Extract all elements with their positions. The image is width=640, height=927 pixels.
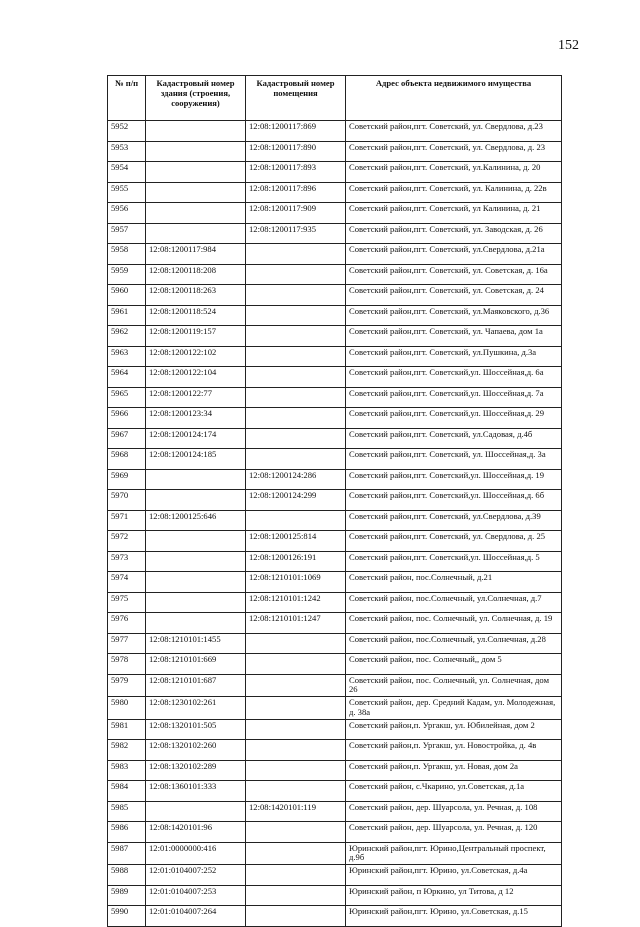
cell-building-cadastral [146, 203, 246, 224]
cell-premises-cadastral [246, 822, 346, 843]
cell-building-cadastral [146, 490, 246, 511]
cell-number: 5953 [108, 141, 146, 162]
cell-number: 5972 [108, 531, 146, 552]
cell-number: 5976 [108, 613, 146, 634]
cell-premises-cadastral: 12:08:1200117:869 [246, 121, 346, 142]
cell-number: 5964 [108, 367, 146, 388]
cell-premises-cadastral [246, 449, 346, 470]
cell-number: 5987 [108, 842, 146, 865]
table-row [108, 346, 562, 367]
cell-address: Советский район, пос.Солнечный, д.21 [346, 572, 562, 593]
cell-building-cadastral: 12:08:1230102:261 [146, 697, 246, 720]
cell-number: 5966 [108, 408, 146, 429]
table-row [108, 182, 562, 203]
table-row [108, 842, 562, 865]
cell-address: Советский район,пгт. Советский, ул. Чапаева, дом 1а [346, 326, 562, 347]
cell-number: 5990 [108, 906, 146, 927]
cell-building-cadastral: 12:08:1200119:157 [146, 326, 246, 347]
cell-address: Советский район, дер. Шуарсола, ул. Речная, д. 120 [346, 822, 562, 843]
cell-address: Юринский район,пгт. Юрино, ул.Советская, д.15 [346, 906, 562, 927]
cell-premises-cadastral [246, 346, 346, 367]
cell-address: Советский район,пгт. Советский, ул. Советская, д. 24 [346, 285, 562, 306]
table-row [108, 121, 562, 142]
cell-number: 5956 [108, 203, 146, 224]
cell-building-cadastral [146, 223, 246, 244]
cell-building-cadastral: 12:08:1200118:208 [146, 264, 246, 285]
table-row [108, 285, 562, 306]
cell-number: 5971 [108, 510, 146, 531]
cell-number: 5955 [108, 182, 146, 203]
cell-address: Советский район,п. Ургакш, ул. Юбилейная, дом 2 [346, 719, 562, 740]
table-row [108, 223, 562, 244]
table-row [108, 387, 562, 408]
cell-address: Советский район,пгт. Советский,ул. Шоссейная,д. 29 [346, 408, 562, 429]
table-row [108, 510, 562, 531]
col-header-address: Адрес объекта недвижимого имущества [346, 76, 562, 121]
cell-building-cadastral [146, 592, 246, 613]
cell-address: Советский район,пгт. Советский, ул.Свердлова, д.39 [346, 510, 562, 531]
table-row [108, 449, 562, 470]
cell-building-cadastral: 12:08:1200118:524 [146, 305, 246, 326]
cell-building-cadastral: 12:01:0000000:416 [146, 842, 246, 865]
cell-address: Советский район,пгт. Советский, ул.Свердлова, д.21а [346, 244, 562, 265]
cell-address: Советский район, дер. Шуарсола, ул. Речная, д. 108 [346, 801, 562, 822]
table-header-row [108, 76, 562, 121]
table-row [108, 697, 562, 720]
cell-building-cadastral [146, 469, 246, 490]
cell-building-cadastral [146, 162, 246, 183]
cell-number: 5973 [108, 551, 146, 572]
cell-premises-cadastral: 12:08:1200124:299 [246, 490, 346, 511]
cell-building-cadastral [146, 613, 246, 634]
cell-building-cadastral: 12:08:1210101:669 [146, 654, 246, 675]
cell-address: Советский район,пгт. Советский, ул. Заводская, д. 26 [346, 223, 562, 244]
cell-number: 5983 [108, 760, 146, 781]
cell-number: 5969 [108, 469, 146, 490]
table-row [108, 264, 562, 285]
table-row [108, 865, 562, 886]
cell-number: 5970 [108, 490, 146, 511]
cell-address: Советский район,пгт. Советский, ул. Свердлова, д. 23 [346, 141, 562, 162]
cell-building-cadastral [146, 572, 246, 593]
cell-address: Советский район, дер. Средний Кадам, ул. Молодежная, д. 38а [346, 697, 562, 720]
cell-number: 5979 [108, 674, 146, 697]
cell-number: 5982 [108, 740, 146, 761]
cell-address: Советский район,пгт. Советский,ул. Шоссейная,д. 6а [346, 367, 562, 388]
cell-premises-cadastral [246, 510, 346, 531]
cell-number: 5960 [108, 285, 146, 306]
cell-premises-cadastral [246, 326, 346, 347]
cell-building-cadastral [146, 801, 246, 822]
cell-address: Советский район,пгт. Советский, ул. Советская, д. 16а [346, 264, 562, 285]
cell-number: 5965 [108, 387, 146, 408]
table-row [108, 572, 562, 593]
col-header-premises-cadastral: Кадастровый номер помещения [246, 76, 346, 121]
table-row [108, 613, 562, 634]
cell-number: 5989 [108, 885, 146, 906]
cell-building-cadastral: 12:08:1210101:687 [146, 674, 246, 697]
cell-premises-cadastral: 12:08:1200117:893 [246, 162, 346, 183]
cell-number: 5954 [108, 162, 146, 183]
cell-number: 5957 [108, 223, 146, 244]
cell-number: 5986 [108, 822, 146, 843]
cell-address: Советский район, пос. Солнечный,, дом 5 [346, 654, 562, 675]
table-row [108, 551, 562, 572]
table-row [108, 822, 562, 843]
table-row [108, 740, 562, 761]
cell-address: Советский район,пгт. Советский,ул. Шоссейная,д. 5 [346, 551, 562, 572]
table-row [108, 490, 562, 511]
cell-building-cadastral: 12:08:1420101:96 [146, 822, 246, 843]
cell-number: 5958 [108, 244, 146, 265]
cell-premises-cadastral: 12:08:1210101:1069 [246, 572, 346, 593]
table-row [108, 633, 562, 654]
cell-address: Советский район,пгт. Советский, ул. Свердлова, д.23 [346, 121, 562, 142]
cell-number: 5961 [108, 305, 146, 326]
cell-premises-cadastral [246, 633, 346, 654]
table-row [108, 760, 562, 781]
cell-building-cadastral: 12:08:1360101:333 [146, 781, 246, 802]
table-row [108, 367, 562, 388]
cell-number: 5959 [108, 264, 146, 285]
cell-building-cadastral: 12:08:1200125:646 [146, 510, 246, 531]
table-row [108, 162, 562, 183]
cell-number: 5977 [108, 633, 146, 654]
cell-address: Советский район,пгт. Советский, ул. Шоссейная,д. 3а [346, 449, 562, 470]
table-row [108, 906, 562, 927]
cell-address: Советский район, пос. Солнечный, ул. Солнечная, д. 19 [346, 613, 562, 634]
cell-address: Советский район, с.Чкарино, ул.Советская, д.1а [346, 781, 562, 802]
cell-premises-cadastral: 12:08:1210101:1242 [246, 592, 346, 613]
cell-building-cadastral: 12:08:1320102:260 [146, 740, 246, 761]
cell-address: Советский район,пгт. Советский, ул.Садовая, д.4б [346, 428, 562, 449]
cell-address: Юринский район,пгт. Юрино,Центральный проспект, д.9б [346, 842, 562, 865]
cell-building-cadastral: 12:08:1200122:104 [146, 367, 246, 388]
cell-premises-cadastral: 12:08:1200125:814 [246, 531, 346, 552]
cell-address: Советский район,пгт. Советский, ул Калинина, д. 21 [346, 203, 562, 224]
table-row [108, 531, 562, 552]
cell-number: 5974 [108, 572, 146, 593]
table-row [108, 203, 562, 224]
cell-number: 5984 [108, 781, 146, 802]
cell-premises-cadastral [246, 387, 346, 408]
cell-premises-cadastral [246, 244, 346, 265]
cell-building-cadastral: 12:08:1200117:984 [146, 244, 246, 265]
cell-number: 5962 [108, 326, 146, 347]
cell-premises-cadastral [246, 428, 346, 449]
table-row [108, 592, 562, 613]
cell-premises-cadastral [246, 697, 346, 720]
cell-building-cadastral: 12:08:1210101:1455 [146, 633, 246, 654]
cell-number: 5988 [108, 865, 146, 886]
cell-address: Советский район,пгт. Советский,ул. Шоссейная,д. 19 [346, 469, 562, 490]
cell-building-cadastral: 12:08:1200124:185 [146, 449, 246, 470]
cell-premises-cadastral [246, 285, 346, 306]
cell-address: Советский район,пгт. Советский,ул. Шоссейная,д. 6б [346, 490, 562, 511]
cell-premises-cadastral [246, 781, 346, 802]
cell-premises-cadastral: 12:08:1200126:191 [246, 551, 346, 572]
cell-address: Советский район, пос.Солнечный, ул.Солнечная, д.7 [346, 592, 562, 613]
table-row [108, 801, 562, 822]
table-row [108, 305, 562, 326]
cell-building-cadastral: 12:01:0104007:252 [146, 865, 246, 886]
page-number: 152 [558, 38, 579, 53]
cell-number: 5980 [108, 697, 146, 720]
cell-premises-cadastral [246, 264, 346, 285]
cell-premises-cadastral [246, 408, 346, 429]
cell-premises-cadastral: 12:08:1210101:1247 [246, 613, 346, 634]
cell-premises-cadastral [246, 367, 346, 388]
cell-address: Юринский район,пгт. Юрино, ул.Советская, д.4а [346, 865, 562, 886]
cell-building-cadastral: 12:08:1320101:505 [146, 719, 246, 740]
cell-premises-cadastral [246, 654, 346, 675]
cell-building-cadastral [146, 121, 246, 142]
cell-premises-cadastral [246, 906, 346, 927]
cell-premises-cadastral [246, 842, 346, 865]
table-row [108, 244, 562, 265]
cell-building-cadastral: 12:08:1200122:102 [146, 346, 246, 367]
cell-number: 5981 [108, 719, 146, 740]
cell-address: Советский район,пгт. Советский, ул. Свердлова, д. 25 [346, 531, 562, 552]
cell-premises-cadastral: 12:08:1200124:286 [246, 469, 346, 490]
cell-premises-cadastral: 12:08:1200117:909 [246, 203, 346, 224]
cell-building-cadastral [146, 141, 246, 162]
cell-building-cadastral: 12:08:1200124:174 [146, 428, 246, 449]
cell-building-cadastral [146, 551, 246, 572]
cell-number: 5963 [108, 346, 146, 367]
cell-address: Юринский район, п Юркино, ул Титова, д 12 [346, 885, 562, 906]
table-row [108, 654, 562, 675]
cell-number: 5952 [108, 121, 146, 142]
col-header-building-cadastral: Кадастровый номер здания (строения, сооружения) [146, 76, 246, 121]
cell-premises-cadastral [246, 305, 346, 326]
cell-building-cadastral: 12:01:0104007:264 [146, 906, 246, 927]
cell-building-cadastral: 12:01:0104007:253 [146, 885, 246, 906]
cell-premises-cadastral [246, 719, 346, 740]
cell-premises-cadastral [246, 865, 346, 886]
cell-number: 5978 [108, 654, 146, 675]
cell-premises-cadastral: 12:08:1420101:119 [246, 801, 346, 822]
table-row [108, 781, 562, 802]
col-header-number: № п/п [108, 76, 146, 121]
cell-building-cadastral: 12:08:1200122:77 [146, 387, 246, 408]
cell-premises-cadastral: 12:08:1200117:896 [246, 182, 346, 203]
table-row [108, 141, 562, 162]
cell-address: Советский район, пос. Солнечный, ул. Солнечная, дом 26 [346, 674, 562, 697]
cell-address: Советский район,пгт. Советский, ул.Маяковского, д.36 [346, 305, 562, 326]
cell-premises-cadastral [246, 885, 346, 906]
table-row [108, 326, 562, 347]
cell-address: Советский район, пос.Солнечный, ул.Солнечная, д.28 [346, 633, 562, 654]
table-body [108, 121, 562, 927]
cell-premises-cadastral [246, 674, 346, 697]
table-row [108, 674, 562, 697]
cell-address: Советский район,пгт. Советский, ул.Пушкина, д.3а [346, 346, 562, 367]
cell-premises-cadastral: 12:08:1200117:935 [246, 223, 346, 244]
property-table [107, 75, 562, 927]
cell-premises-cadastral: 12:08:1200117:890 [246, 141, 346, 162]
cell-number: 5985 [108, 801, 146, 822]
cell-address: Советский район,пгт. Советский, ул.Калинина, д. 20 [346, 162, 562, 183]
cell-address: Советский район,пгт. Советский, ул. Калинина, д. 22в [346, 182, 562, 203]
cell-premises-cadastral [246, 760, 346, 781]
cell-premises-cadastral [246, 740, 346, 761]
table-row [108, 885, 562, 906]
cell-address: Советский район,п. Ургакш, ул. Новостройка, д. 4в [346, 740, 562, 761]
cell-address: Советский район,п. Ургакш, ул. Новая, дом 2а [346, 760, 562, 781]
table-row [108, 469, 562, 490]
cell-building-cadastral: 12:08:1200123:34 [146, 408, 246, 429]
cell-number: 5968 [108, 449, 146, 470]
cell-building-cadastral: 12:08:1200118:263 [146, 285, 246, 306]
table-row [108, 408, 562, 429]
table-row [108, 719, 562, 740]
cell-address: Советский район,пгт. Советский,ул. Шоссейная,д. 7а [346, 387, 562, 408]
cell-number: 5967 [108, 428, 146, 449]
table-row [108, 428, 562, 449]
cell-building-cadastral [146, 531, 246, 552]
cell-building-cadastral [146, 182, 246, 203]
cell-building-cadastral: 12:08:1320102:289 [146, 760, 246, 781]
cell-number: 5975 [108, 592, 146, 613]
